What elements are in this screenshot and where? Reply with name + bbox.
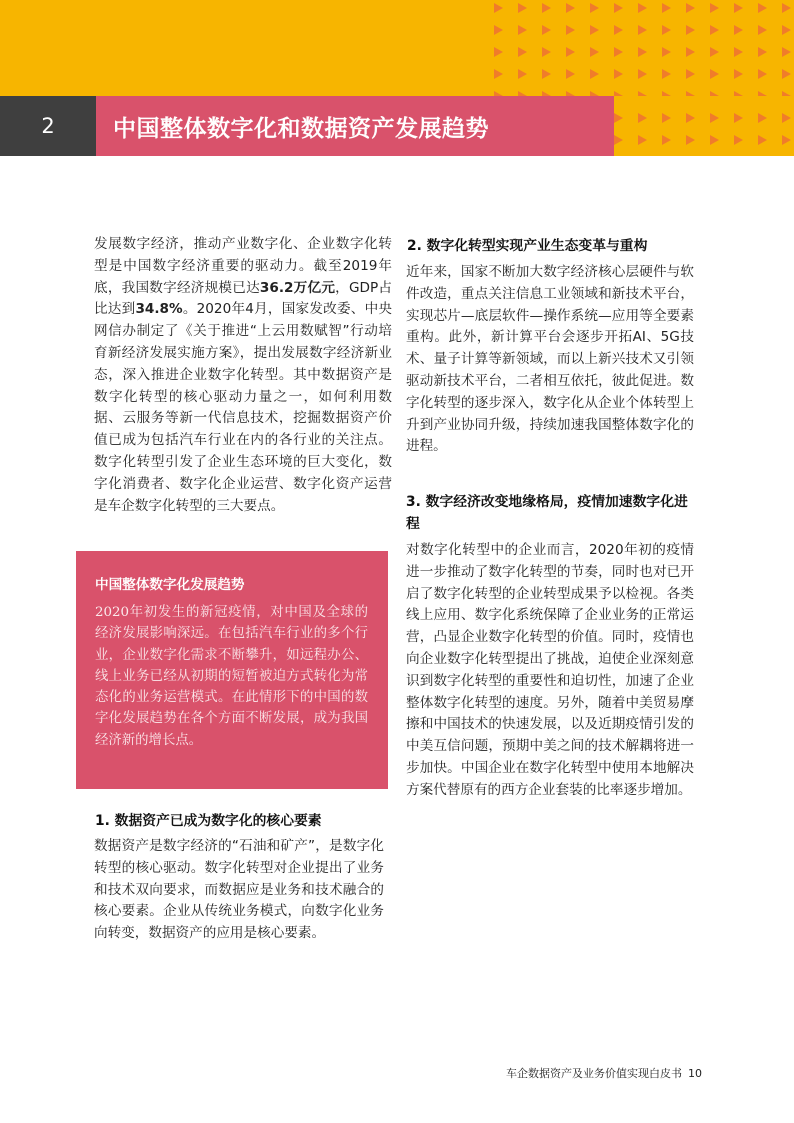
section-2-heading: 2. 数字化转型实现产业生态变革与重构 [407, 238, 648, 254]
chapter-title: 中国整体数字化和数据资产发展趋势 [96, 96, 614, 156]
section-2-body [406, 262, 694, 458]
pattern-triangle [710, 3, 719, 13]
pattern-triangle [518, 69, 527, 79]
section-3-body [406, 540, 694, 802]
pattern-triangle [686, 47, 695, 57]
pattern-triangle [686, 25, 695, 35]
intro-text-3: 。2020年4月，国家发改委、中央网信办制定了《关于推进“上云用数赋智”行动培育新经济发展实施方案》，提出发展数字经济新业态，深入推进企业数字化转型。其中数据资产是数字化转型的核心驱动力量之一，如何利用数据、云服务等新一代信息技术，挖掘数据资产价值已成为包括汽车行业在内的各行业的关注点。数字化转型引发了企业生态环境的巨大变化，数字化消费者、数字化企业运营、数字化资产运营是车企数字化转型的三大要点。 [94, 301, 393, 514]
pattern-triangle [638, 25, 647, 35]
triangle-pattern-lower [614, 96, 794, 156]
pattern-triangle [494, 47, 503, 57]
pattern-triangle [566, 3, 575, 13]
section-3-heading: 3. 数字经济改变地缘格局，疫情加速数字化进程 [406, 494, 688, 532]
pattern-triangle [494, 3, 503, 13]
pattern-triangle [758, 69, 767, 79]
section-3-text: 对数字化转型中的企业而言，2020年初的疫情进一步推动了数字化转型的节奏，同时也对已开启了数字化转型的企业转型成果予以检视。各类线上应用、数字化系统保障了企业业务的正常运营，凸显企业数字化转型的价值。同时，疫情也向企业数字化转型提出了挑战，迫使企业深刻意识到数字化转型的重要性和迫切性，加速了企业整体数字化转型的速度。另外，随着中美贸易摩擦和中国技术的快速发展，以及近期疫情引发的中美互信问题，预期中美之间的技术解耦将进一步加快。中国企业在数字化转型中使用本地解决方案代替原有的西方企业套装的比率逐步增加。 [406, 542, 694, 798]
section-1-heading: 1. 数据资产已成为数字化的核心要素 [95, 813, 322, 829]
pattern-triangle [662, 135, 671, 145]
intro-paragraph [94, 234, 392, 517]
pattern-triangle [734, 135, 743, 145]
callout-body: 2020年初发生的新冠疫情，对中国及全球的经济发展影响深远。在包括汽车行业的多个行业，企业数字化需求不断攀升，如远程办公、线上业务已经从初期的短暂被迫方式转化为常态化的业务运营模式。在此情形下的中国的数字化发展趋势在各个方面不断发展，成为我国经济新的增长点。 [95, 605, 368, 748]
pattern-triangle [590, 47, 599, 57]
pattern-triangle [566, 47, 575, 57]
pattern-triangle [590, 25, 599, 35]
pattern-triangle [638, 113, 647, 123]
pattern-triangle [566, 25, 575, 35]
pattern-triangle [662, 3, 671, 13]
pattern-triangle [734, 69, 743, 79]
footer-doc-title: 车企数据资产及业务价值实现白皮书 [506, 1067, 682, 1080]
pattern-triangle [614, 47, 623, 57]
pattern-triangle [638, 47, 647, 57]
pattern-triangle [494, 69, 503, 79]
pattern-triangle [494, 25, 503, 35]
section-2-text: 近年来，国家不断加大数字经济核心层硬件与软件改造，重点关注信息工业领域和新技术平台，实现芯片—底层软件—操作系统—应用等全要素重构。此外，新计算平台会逐步开拓AI、5G技术、量子计算等新领域，而以上新兴技术又引领驱动新技术平台，二者相互依托，彼此促进。数字化转型的逐步深入，数字化从企业个体转型上升到产业协同升级，持续加速我国整体数字化的进程。 [406, 264, 694, 455]
page-number: 10 [688, 1067, 702, 1080]
pattern-triangle [758, 25, 767, 35]
pattern-triangle [686, 3, 695, 13]
pattern-triangle [662, 69, 671, 79]
pattern-triangle [662, 25, 671, 35]
pattern-triangle [782, 47, 791, 57]
pattern-triangle [638, 3, 647, 13]
pattern-triangle [734, 3, 743, 13]
intro-text-1: 发展数字经济，推动产业数字化、企业数字化转型是中国数字经济重要的驱动力。截至2019年底，我国数字经济规模已达 [94, 236, 392, 296]
pattern-triangle [782, 69, 791, 79]
pattern-triangle [542, 69, 551, 79]
pattern-triangle [686, 113, 695, 123]
header-banner [0, 0, 794, 96]
pattern-triangle [758, 47, 767, 57]
pattern-triangle [758, 113, 767, 123]
pattern-triangle [782, 135, 791, 145]
pattern-triangle [662, 113, 671, 123]
triangle-pattern [0, 0, 794, 96]
page-footer [506, 1065, 702, 1081]
pattern-triangle [518, 47, 527, 57]
pattern-triangle [782, 3, 791, 13]
pattern-triangle [710, 25, 719, 35]
pattern-triangle [686, 135, 695, 145]
pattern-triangle [566, 69, 575, 79]
pattern-triangle [710, 135, 719, 145]
pattern-triangle [710, 113, 719, 123]
pattern-triangle [782, 25, 791, 35]
pattern-triangle [734, 47, 743, 57]
pattern-triangle [686, 69, 695, 79]
pattern-triangle [614, 113, 623, 123]
section-1-text: 数据资产是数字经济的“石油和矿产”，是数字化转型的核心驱动。数字化转型对企业提出了业务和技术双向要求，而数据应是业务和技术融合的核心要素。企业从传统业务模式，向数字化业务向转变，数据资产的应用是核心要素。 [94, 838, 384, 942]
pattern-triangle [590, 3, 599, 13]
intro-highlight-economy-scale: 36.2万亿元 [259, 279, 336, 296]
pattern-triangle [518, 25, 527, 35]
pattern-triangle [662, 47, 671, 57]
pattern-triangle [614, 25, 623, 35]
intro-text-2: ，GDP占比达到 [94, 279, 393, 318]
pattern-triangle [542, 3, 551, 13]
pattern-triangle [758, 3, 767, 13]
chapter-number: 2 [0, 96, 96, 156]
pattern-triangle [782, 113, 791, 123]
trend-callout-box [76, 551, 388, 789]
pattern-triangle [710, 47, 719, 57]
pattern-triangle [542, 25, 551, 35]
pattern-triangle [734, 113, 743, 123]
section-1-body [94, 836, 384, 945]
pattern-triangle [638, 135, 647, 145]
pattern-triangle [518, 3, 527, 13]
pattern-triangle [758, 135, 767, 145]
intro-highlight-gdp-share: 34.8% [135, 301, 183, 318]
pattern-triangle [734, 25, 743, 35]
pattern-triangle [638, 69, 647, 79]
pattern-triangle [590, 69, 599, 79]
pattern-triangle [542, 47, 551, 57]
pattern-triangle [614, 135, 623, 145]
callout-title: 中国整体数字化发展趋势 [95, 577, 245, 593]
pattern-triangle [614, 69, 623, 79]
pattern-triangle [710, 69, 719, 79]
pattern-triangle [614, 3, 623, 13]
